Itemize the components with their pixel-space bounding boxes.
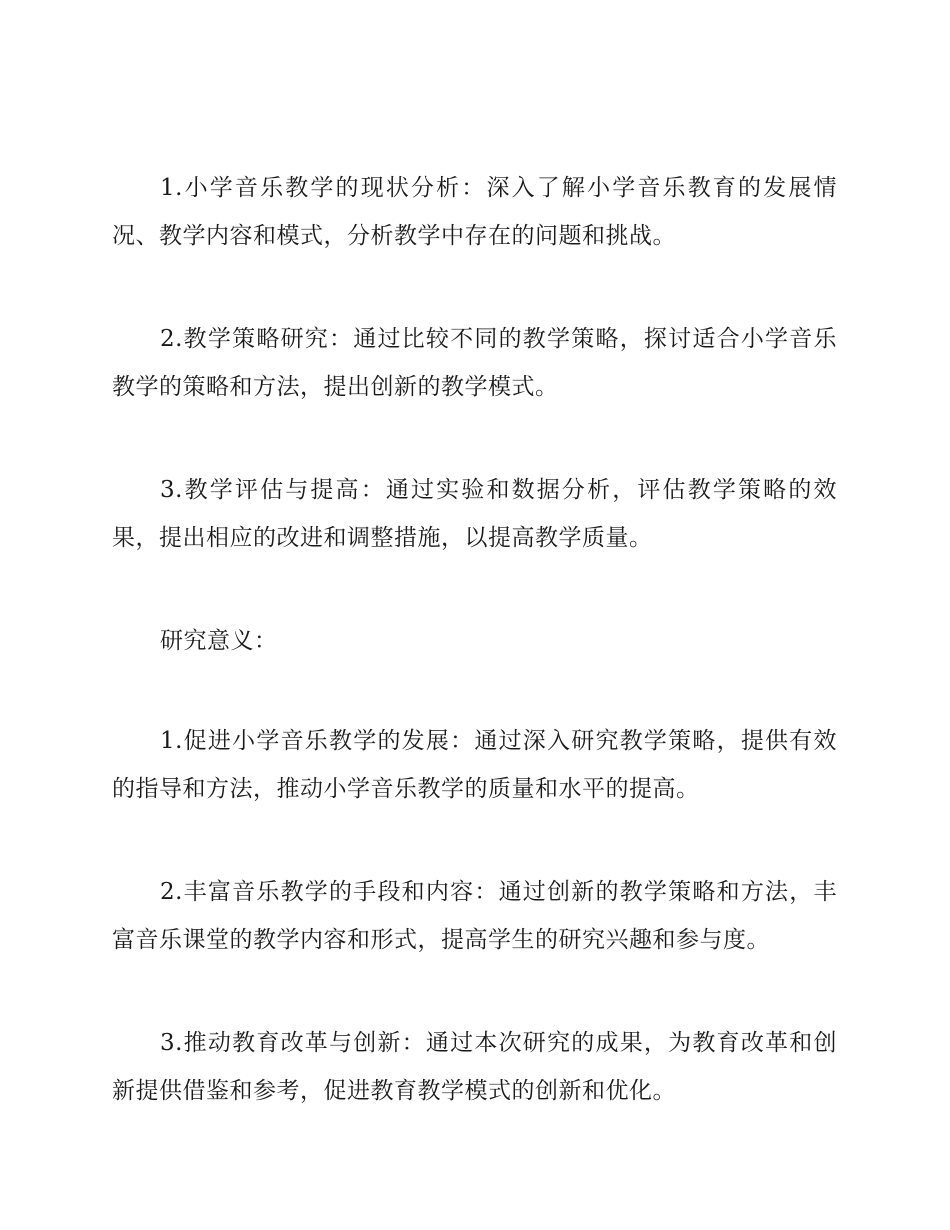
document-body	[112, 164, 837, 1170]
paragraph-research-content-1: 1.小学音乐教学的现状分析：深入了解小学音乐教育的发展情况、教学内容和模式，分析教学中存在的问题和挑战。	[112, 175, 837, 249]
section-heading-significance: 研究意义：	[160, 628, 278, 654]
paragraph-research-content-2: 2.教学策略研究：通过比较不同的教学策略，探讨适合小学音乐教学的策略和方法，提出创新的教学模式。	[112, 326, 837, 400]
paragraph-significance-3: 3.推动教育改革与创新：通过本次研究的成果，为教育改革和创新提供借鉴和参考，促进教育教学模式的创新和优化。	[112, 1030, 837, 1104]
paragraph-significance-1: 1.促进小学音乐教学的发展：通过深入研究教学策略，提供有效的指导和方法，推动小学音乐教学的质量和水平的提高。	[112, 728, 837, 802]
paragraph-research-content-3: 3.教学评估与提高：通过实验和数据分析，评估教学策略的效果，提出相应的改进和调整措施，以提高教学质量。	[112, 477, 837, 551]
paragraph-significance-2: 2.丰富音乐教学的手段和内容：通过创新的教学策略和方法，丰富音乐课堂的教学内容和形式，提高学生的研究兴趣和参与度。	[112, 879, 837, 953]
